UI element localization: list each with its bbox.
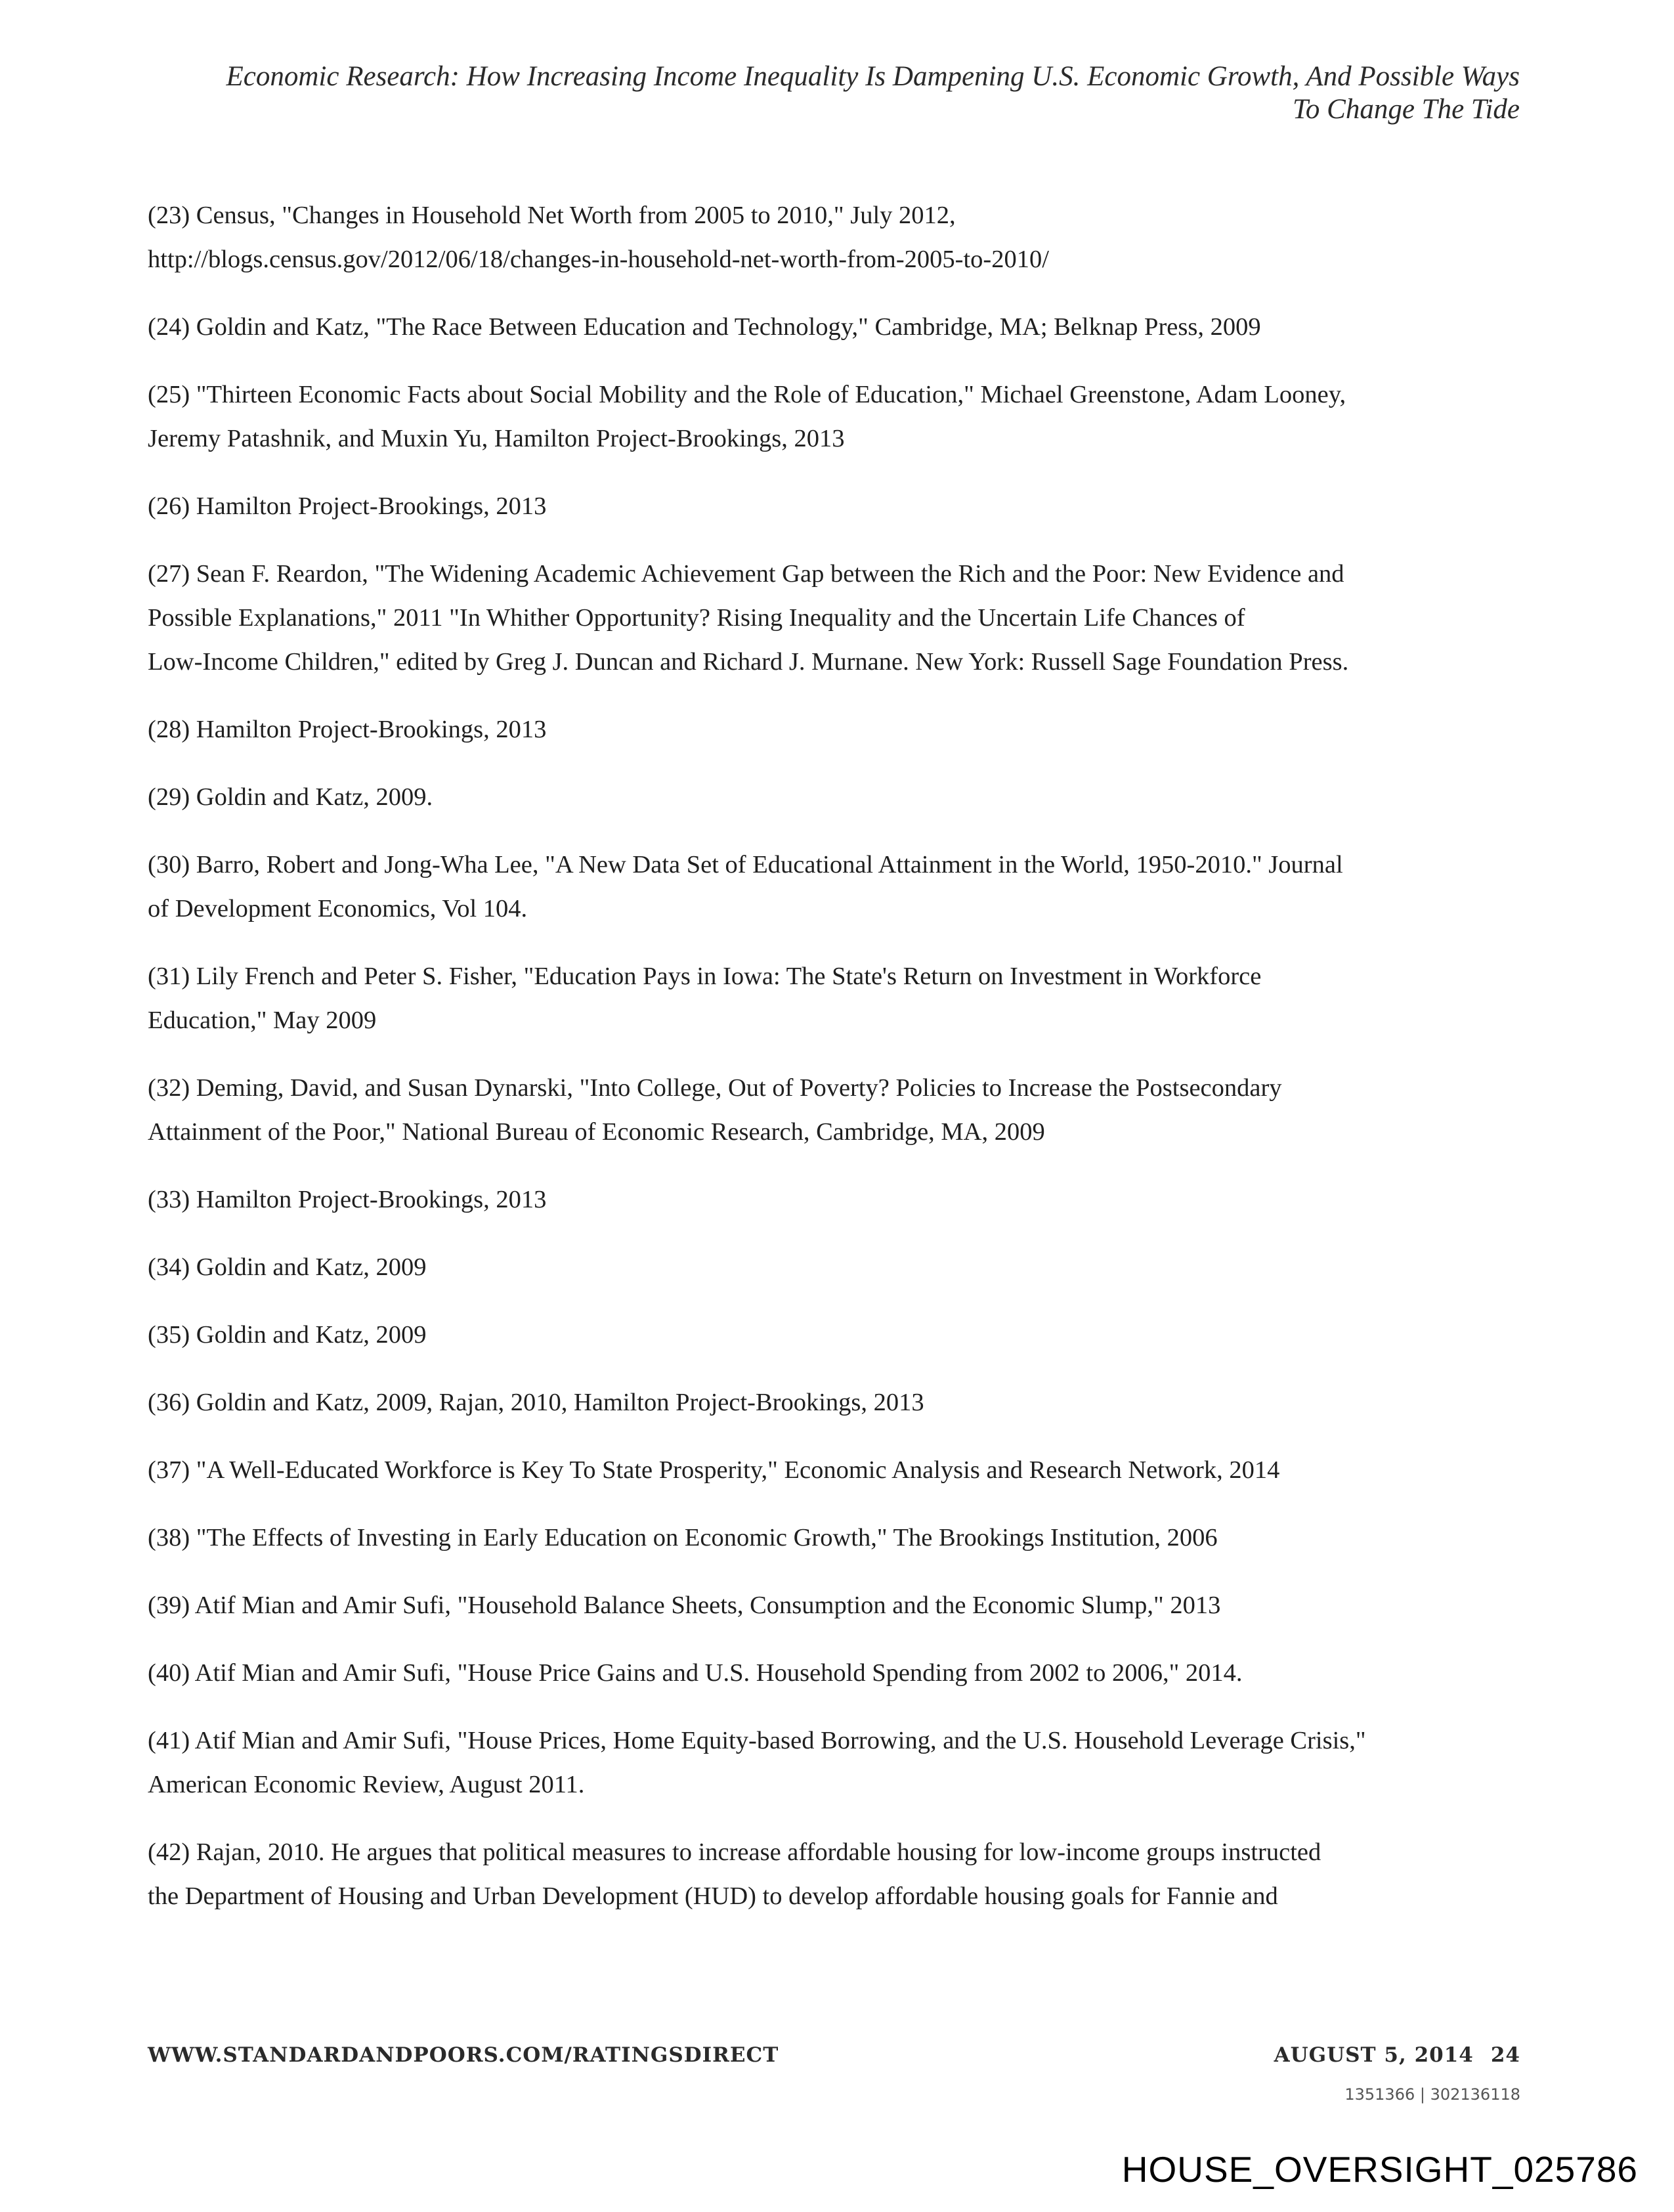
reference-line: (35) Goldin and Katz, 2009 xyxy=(148,1321,427,1349)
reference-line: (42) Rajan, 2010. He argues that political measures to increase affordable housing for low-income groups instructed xyxy=(148,1838,1321,1866)
page-number: 24 xyxy=(1490,2043,1520,2067)
reference-line: (31) Lily French and Peter S. Fisher, "Education Pays in Iowa: The State's Return on Investment in Workforce xyxy=(148,963,1262,990)
reference-line: (37) "A Well-Educated Workforce is Key To State Prosperity," Economic Analysis and Research Network, 2014 xyxy=(148,1456,1280,1484)
reference-line: (38) "The Effects of Investing in Early Education on Economic Growth," The Brookings Institution, 2006 xyxy=(148,1524,1218,1551)
page-header xyxy=(158,60,1520,126)
reference-item xyxy=(148,194,1530,282)
reference-line: (29) Goldin and Katz, 2009. xyxy=(148,783,433,811)
reference-line: http://blogs.census.gov/2012/06/18/changes-in-household-net-worth-from-2005-to-2010/ xyxy=(148,246,1049,273)
header-title-line-1: Economic Research: How Increasing Income Inequality Is Dampening U.S. Economic Growth, And Possible Ways xyxy=(226,61,1520,92)
reference-line: Education," May 2009 xyxy=(148,1007,377,1034)
reference-item xyxy=(148,843,1530,931)
reference-line: (36) Goldin and Katz, 2009, Rajan, 2010, Hamilton Project-Brookings, 2013 xyxy=(148,1389,924,1416)
header-title-line-2: To Change The Tide xyxy=(1292,94,1520,125)
reference-line: (24) Goldin and Katz, "The Race Between Education and Technology," Cambridge, MA; Belknap Press, 2009 xyxy=(148,313,1261,341)
reference-item xyxy=(148,1066,1530,1154)
footer-date-page xyxy=(1274,2043,1520,2067)
reference-item xyxy=(148,775,1530,819)
reference-line: (39) Atif Mian and Amir Sufi, "Household Balance Sheets, Consumption and the Economic Slump," 2013 xyxy=(148,1592,1221,1619)
reference-item xyxy=(148,1313,1530,1357)
reference-line: Low-Income Children," edited by Greg J. Duncan and Richard J. Murnane. New York: Russell Sage Foundation Press. xyxy=(148,648,1349,676)
reference-item xyxy=(148,1584,1530,1628)
reference-item xyxy=(148,1719,1530,1807)
reference-line: (26) Hamilton Project-Brookings, 2013 xyxy=(148,492,547,520)
reference-line: the Department of Housing and Urban Development (HUD) to develop affordable housing goals for Fannie and xyxy=(148,1882,1278,1910)
reference-line: (30) Barro, Robert and Jong-Wha Lee, "A New Data Set of Educational Attainment in the World, 1950-2010." Journal xyxy=(148,851,1343,878)
reference-line: (25) "Thirteen Economic Facts about Social Mobility and the Role of Education," Michael Greenstone, Adam Looney, xyxy=(148,381,1346,408)
references-list xyxy=(148,194,1530,1942)
reference-item xyxy=(148,1831,1530,1919)
footer-website-link[interactable]: WWW.STANDARDANDPOORS.COM/RATINGSDIRECT xyxy=(148,2043,779,2067)
reference-line: (32) Deming, David, and Susan Dynarski, "Into College, Out of Poverty? Policies to Increase the Postsecondary xyxy=(148,1074,1282,1102)
reference-line: (23) Census, "Changes in Household Net Worth from 2005 to 2010," July 2012, xyxy=(148,202,956,229)
reference-line: (33) Hamilton Project-Brookings, 2013 xyxy=(148,1186,547,1213)
reference-line: (40) Atif Mian and Amir Sufi, "House Price Gains and U.S. Household Spending from 2002 to 2006," 2014. xyxy=(148,1659,1243,1687)
reference-item xyxy=(148,1651,1530,1695)
reference-item xyxy=(148,1178,1530,1222)
reference-item xyxy=(148,552,1530,684)
bates-stamp: HOUSE_OVERSIGHT_025786 xyxy=(1121,2149,1638,2190)
reference-item xyxy=(148,1246,1530,1290)
reference-item xyxy=(148,955,1530,1043)
reference-item xyxy=(148,1516,1530,1560)
reference-line: (28) Hamilton Project-Brookings, 2013 xyxy=(148,716,547,743)
reference-item xyxy=(148,373,1530,461)
reference-line: Jeremy Patashnik, and Muxin Yu, Hamilton Project-Brookings, 2013 xyxy=(148,425,845,452)
reference-line: Possible Explanations," 2011 "In Whither Opportunity? Rising Inequality and the Uncertain Life Chances of xyxy=(148,604,1245,632)
reference-item xyxy=(148,1448,1530,1492)
reference-line: (34) Goldin and Katz, 2009 xyxy=(148,1253,427,1281)
reference-item xyxy=(148,708,1530,752)
reference-line: (41) Atif Mian and Amir Sufi, "House Prices, Home Equity-based Borrowing, and the U.S. Household Leverage Crisis," xyxy=(148,1727,1366,1754)
reference-item xyxy=(148,1381,1530,1425)
reference-line: Attainment of the Poor," National Bureau of Economic Research, Cambridge, MA, 2009 xyxy=(148,1118,1045,1146)
footer-document-id: 1351366 | 302136118 xyxy=(1344,2085,1520,2104)
reference-item xyxy=(148,305,1530,349)
reference-item xyxy=(148,485,1530,529)
reference-line: American Economic Review, August 2011. xyxy=(148,1771,585,1798)
footer-date: AUGUST 5, 2014 xyxy=(1274,2043,1474,2067)
reference-line: of Development Economics, Vol 104. xyxy=(148,895,528,922)
reference-line: (27) Sean F. Reardon, "The Widening Academic Achievement Gap between the Rich and the Poor: New Evidence and xyxy=(148,560,1344,588)
